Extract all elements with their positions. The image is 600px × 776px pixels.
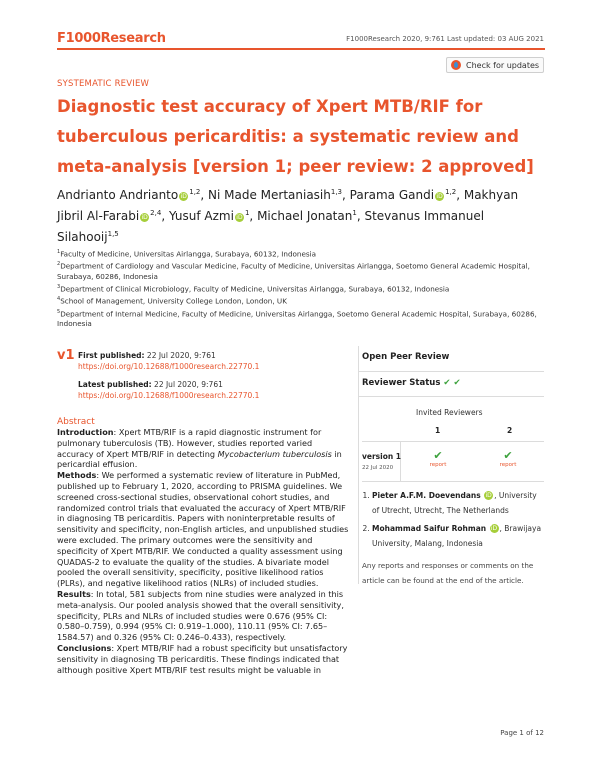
affiliation-text: Faculty of Medicine, Universitas Airlangga, Surabaya, 60132, Indonesia [60, 249, 317, 259]
latest-published-date: 22 Jul 2020, 9:761 [154, 380, 223, 389]
reviewer-item: 2. Mohammad Saifur Rohman iD , Brawijaya University, Malang, Indonesia [372, 521, 542, 551]
report-label: report [499, 462, 517, 468]
abstract-results: Results: In total, 581 subjects from nine studies were analyzed in this meta-analysis. Our pooled analysis showed that the overall sensitivity, specificity, PLRs and NLRs of included studies were 0.676 (95% CI: 0.580–0.759), 0.994 (95% CI: 0.919–1.000), 110.11 (95% CI: 7.65–1584.57) and 0.326 (95% CI: 0.246–0.433), respectively. [57, 588, 344, 643]
divider [362, 481, 544, 482]
check-updates-label: Check for updates [466, 60, 540, 70]
latest-published-label: Latest published: [78, 380, 152, 389]
crossmark-icon [451, 60, 461, 70]
divider [358, 396, 544, 397]
report-label: report [429, 462, 447, 468]
reviewer-status-label: Reviewer Status [362, 378, 441, 388]
author-name[interactable]: Andrianto Andrianto [57, 188, 179, 202]
first-published-label: First published: [78, 351, 145, 360]
affiliation-item [57, 282, 547, 294]
reviewer-status [362, 378, 461, 388]
affiliation-number: 5 [57, 308, 61, 315]
author-affiliation-marker: 1,2 [445, 188, 457, 196]
affiliation-item [57, 294, 547, 306]
logo-part2: Research [100, 31, 166, 46]
abstract-heading: Abstract [57, 417, 95, 427]
affiliation-text: Department of Internal Medicine, Faculty of Medicine, Universitas Airlangga, Soetomo General Academic Hospital, Surabaya, 60286, Indonesia [57, 308, 537, 328]
open-peer-review-title: Open Peer Review [362, 352, 450, 362]
publication-info [78, 350, 259, 401]
author-name[interactable]: Stevanus Immanuel Silahooij [57, 209, 485, 244]
journal-meta: F1000Research 2020, 9:761 Last updated: 03 AUG 2021 [346, 35, 544, 43]
author-list [57, 183, 547, 246]
article-type: SYSTEMATIC REVIEW [57, 79, 150, 89]
article-title: Diagnostic test accuracy of Xpert MTB/RIF for tuberculous pericarditis: a systematic review and meta-analysis [version 1; peer review: 2 approved] [57, 97, 534, 176]
author-affiliation-marker: 2,4 [150, 209, 162, 217]
journal-logo[interactable] [57, 31, 166, 46]
affiliation-number: 4 [57, 296, 61, 303]
latest-published-doi-link[interactable]: https://doi.org/10.12688/f1000research.22770.1 [78, 391, 260, 400]
affiliation-text: Department of Clinical Microbiology, Faculty of Medicine, Universitas Airlangga, Surabaya, 60132, Indonesia [60, 284, 450, 294]
author-separator: , [200, 188, 209, 202]
reviewer-2-report-link[interactable] [494, 450, 522, 468]
affiliation-number: 1 [57, 249, 61, 255]
version-1-label: version 1 [362, 452, 402, 461]
author-affiliation-marker: 1 [352, 209, 357, 217]
version-label: v1 [57, 348, 75, 363]
affiliation-number: 2 [57, 261, 61, 268]
affiliation-text: School of Management, University College London, London, UK [60, 296, 287, 306]
author-separator: , [342, 188, 350, 202]
affiliation-text: Department of Cardiology and Vascular Medicine, Faculty of Medicine, Universitas Airlangga, Soetomo General Academic Hospital, Surabaya, 60286, Indonesia [57, 261, 530, 281]
author-affiliation-marker: 1,5 [107, 230, 119, 238]
reviewer-list [362, 488, 542, 554]
reviewer-item: 1. Pieter A.F.M. Doevendans iD , University of Utrecht, Utrecht, The Netherlands [372, 488, 542, 518]
first-published-date: 22 Jul 2020, 9:761 [146, 351, 216, 360]
orcid-icon[interactable]: iD [236, 214, 243, 221]
approved-check-icon: ✔ [433, 449, 443, 462]
peer-review-note: Any reports and responses or comments on the article can be found at the end of the article. [362, 561, 534, 585]
author-name[interactable]: Makhyan Jibril Al-Farabi [57, 188, 519, 223]
orcid-icon[interactable]: iD [436, 193, 443, 200]
reviewer-1-report-link[interactable] [424, 450, 452, 468]
abstract-conclusions: Conclusions: Xpert MTB/RIF had a robust specificity but unsatisfactory sensitivity in diagnosing TB pericarditis. These findings indicated that although positive Xpert MTB/RIF test results might be valuable in [57, 642, 348, 675]
abstract-methods: Methods: We performed a systematic review of literature in PubMed, published up to February 1, 2020, according to PRISMA guidelines. We screened cross-sectional studies, observational cohort studies, and randomized control trials that evaluated the accuracy of Xpert MTB/RIF in diagnosing TB pericarditis. Papers with noninterpretable results of sensitivity and specificity, non-English articles, and unpublished studies were excluded. The primary outcomes were the sensitivity and specificity of Xpert MTB/RIF. We conducted a quality assessment using QUADAS-2 to evaluate the quality of the studies. A bivariate model pooled the overall sensitivity, specificity, positive likelihood ratios (PLRs), and negative likelihood ratios (NLRs) of included studies. [57, 470, 349, 589]
first-published-doi-link[interactable]: https://doi.org/10.12688/f1000research.22770.1 [78, 362, 260, 371]
author-name[interactable]: Ni Made Mertaniasih [208, 188, 331, 202]
divider [358, 371, 544, 372]
divider [400, 441, 401, 481]
author-name[interactable]: Parama Gandi [349, 188, 435, 202]
abstract-introduction: Introduction: Xpert MTB/RIF is a rapid diagnostic instrument for pulmonary tuberculosis (TB). However, studies reported varied accuracy of Xpert MTB/RIF in detecting Mycobacterium tuberculosis in pericardial effusion. [57, 427, 342, 470]
author-separator: , [456, 188, 464, 202]
author-name[interactable]: Yusuf Azmi [168, 209, 234, 223]
abstract-body [57, 427, 350, 675]
affiliation-item [57, 307, 547, 329]
affiliation-number: 3 [57, 283, 61, 290]
version-1-date: 22 Jul 2020 [362, 465, 394, 471]
orcid-icon[interactable]: iD [180, 193, 187, 200]
orcid-icon[interactable]: iD [485, 492, 492, 499]
page-number: Page 1 of 12 [500, 729, 544, 737]
orcid-icon[interactable]: iD [141, 214, 148, 221]
affiliation-item [57, 247, 547, 259]
affiliation-list [57, 247, 547, 329]
reviewer-column-1: 1 [435, 426, 441, 435]
invited-reviewers-label: Invited Reviewers [416, 408, 483, 417]
author-separator: , [249, 209, 258, 223]
author-affiliation-marker: 1 [244, 209, 250, 217]
logo-part1: F1000 [57, 31, 101, 46]
author-name[interactable]: Michael Jonatan [257, 209, 353, 223]
author-affiliation-marker: 1,2 [189, 188, 201, 196]
divider [362, 441, 544, 442]
author-separator: , [161, 209, 169, 223]
check-for-updates-button[interactable] [446, 57, 544, 73]
orcid-icon[interactable]: iD [490, 525, 498, 532]
author-separator: , [356, 209, 365, 223]
header-divider [57, 48, 545, 50]
approved-ticks-icon: ✔ ✔ [443, 378, 461, 388]
affiliation-item [57, 259, 547, 281]
approved-check-icon: ✔ [503, 449, 513, 462]
author-affiliation-marker: 1,3 [330, 188, 343, 196]
reviewer-column-2: 2 [507, 426, 513, 435]
